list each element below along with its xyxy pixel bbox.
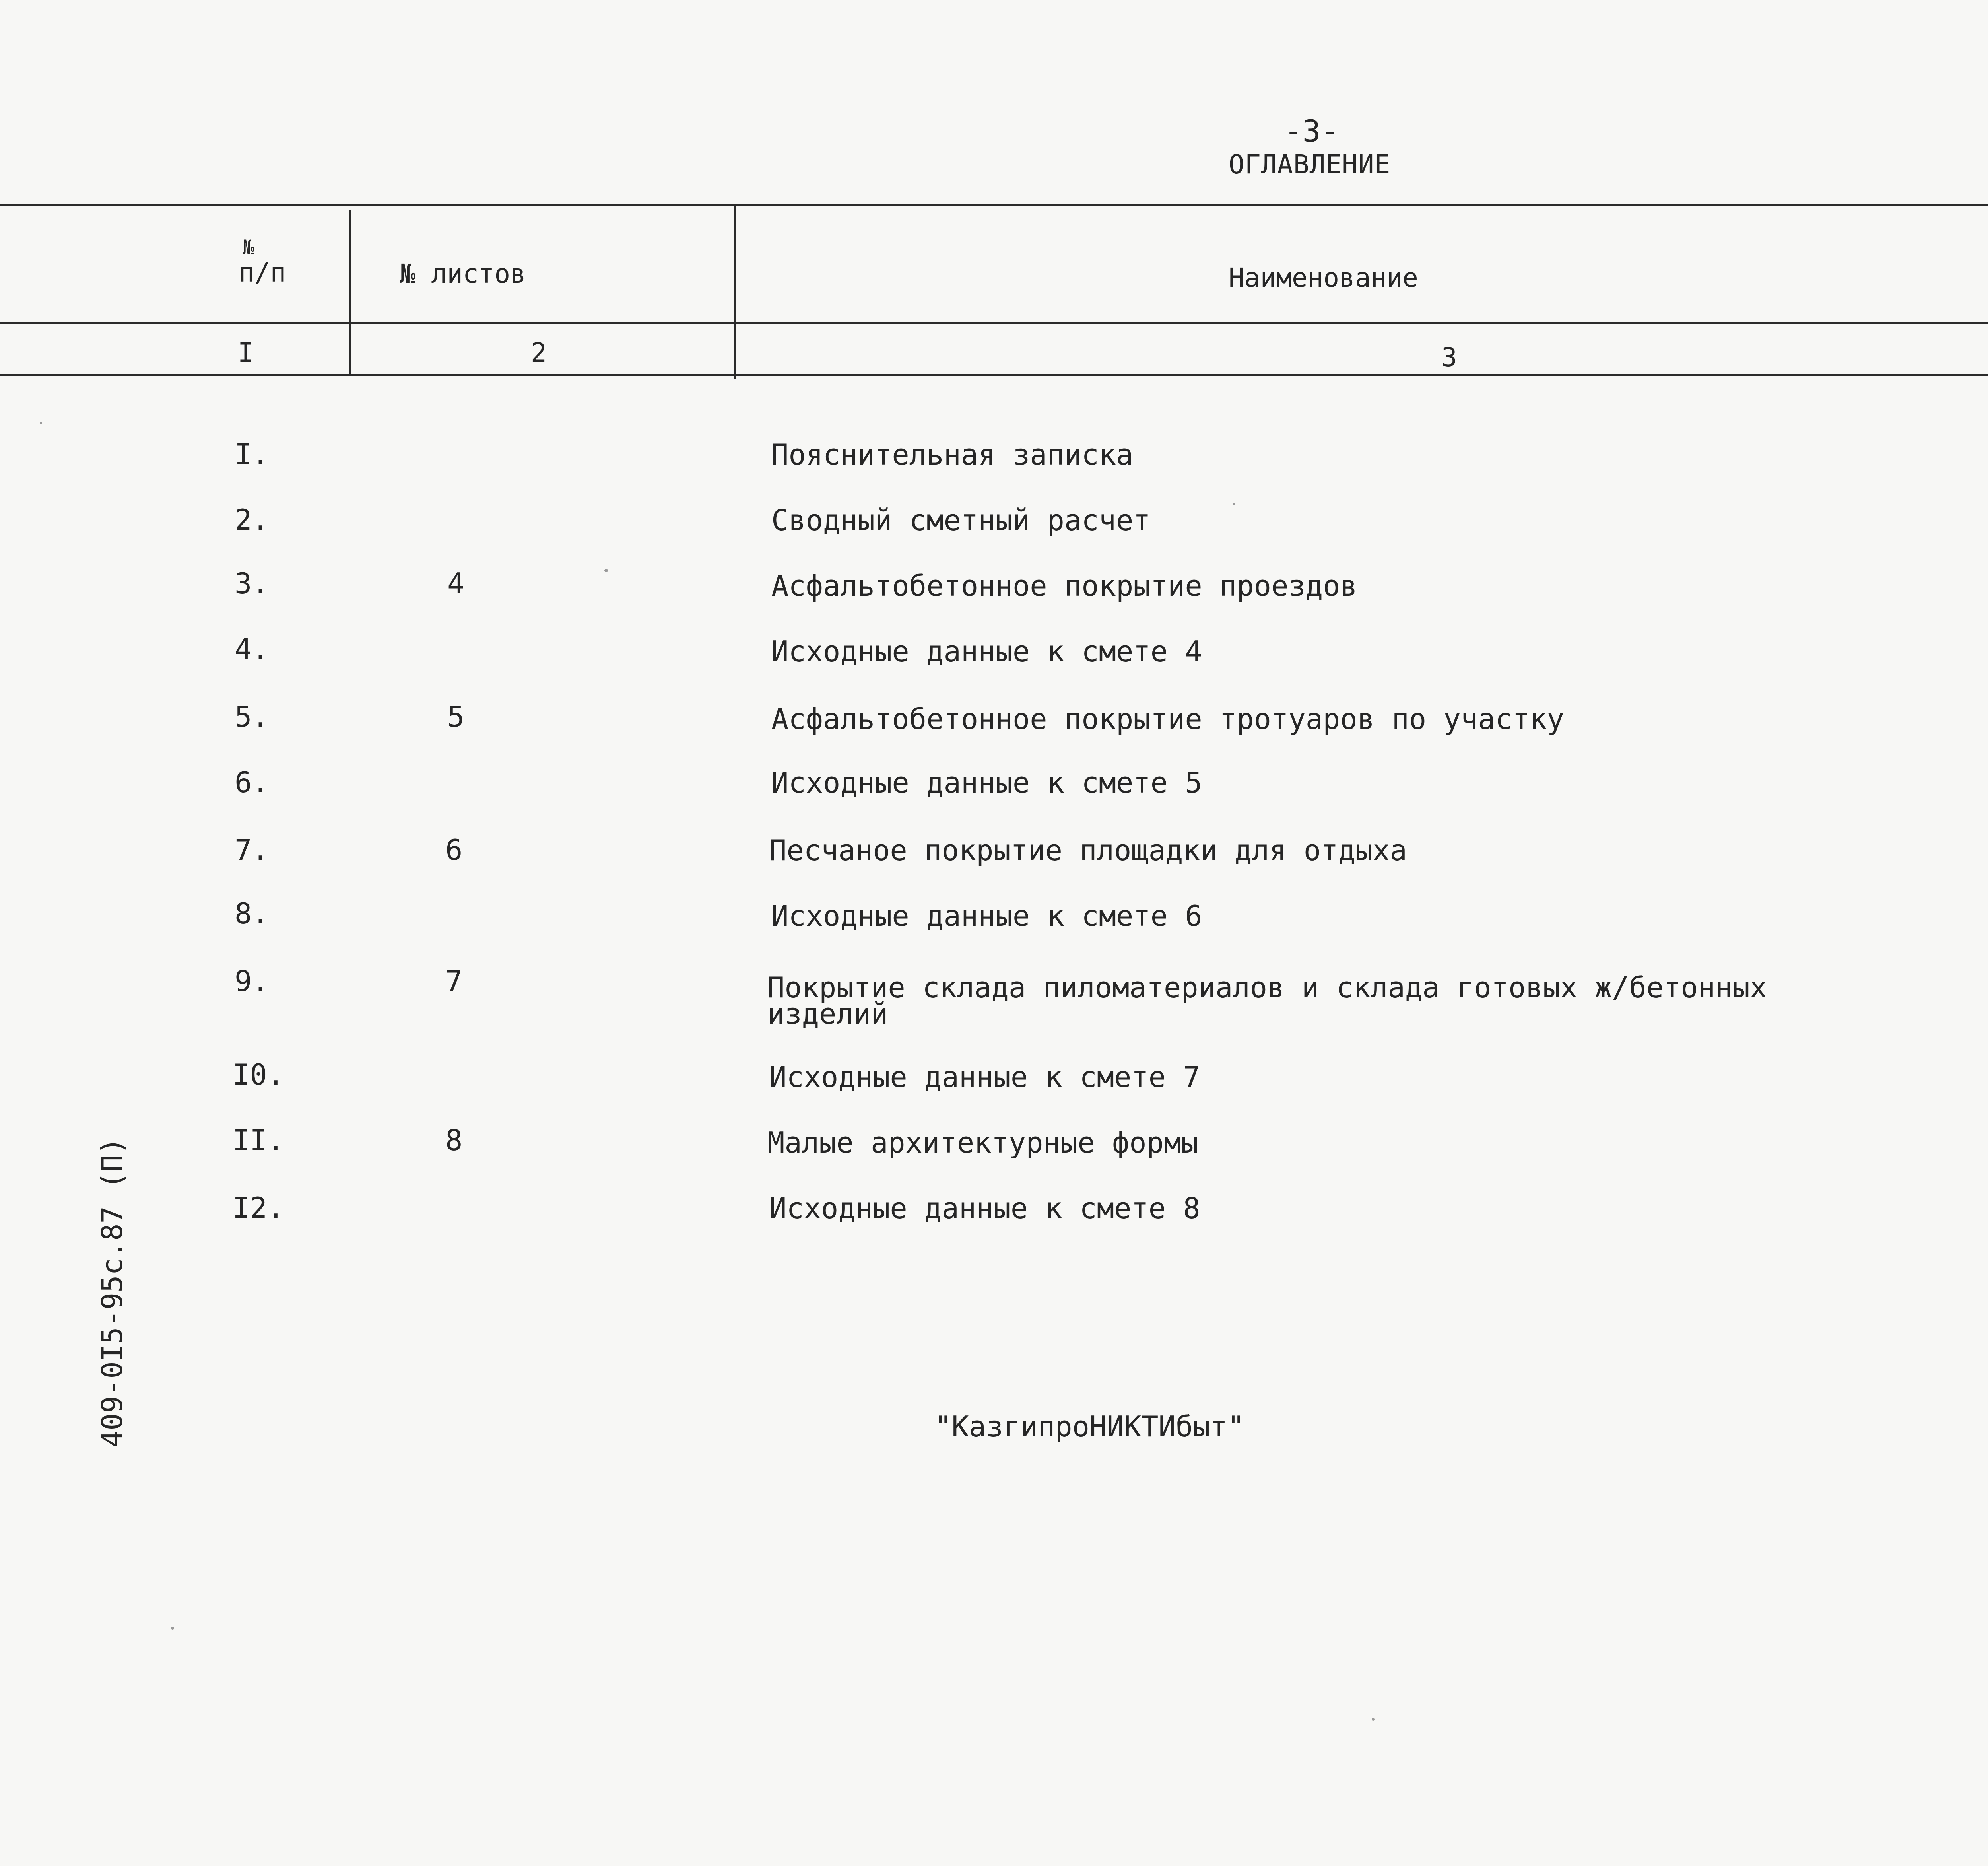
row-title-line: Асфальтобетонное покрытие тротуаров по участку: [771, 702, 1564, 736]
row-sheet: 8: [445, 1123, 463, 1157]
row-number: 4.: [235, 632, 269, 666]
header-number-pp: п/п: [239, 257, 286, 288]
row-number: I2.: [233, 1191, 285, 1225]
scan-speck: [604, 569, 608, 572]
row-number: 8.: [235, 897, 269, 930]
row-title: [769, 834, 1407, 867]
row-title: [771, 702, 1564, 736]
row-number: 7.: [235, 833, 269, 867]
row-title-line: Малые архитектурные формы: [767, 1126, 1198, 1159]
column-divider-1: [349, 210, 351, 374]
row-number: 2.: [235, 503, 269, 536]
scan-speck: [1233, 503, 1235, 505]
row-title-line: Исходные данные к смете 6: [771, 899, 1202, 933]
column-number-3: 3: [1441, 342, 1457, 373]
row-title: [771, 635, 1202, 668]
header-bottom-border: [0, 322, 1988, 324]
column-number-2: 2: [531, 337, 547, 368]
row-sheet: 5: [447, 700, 465, 733]
header-name: Наименование: [1229, 262, 1418, 293]
row-title-line: Исходные данные к смете 4: [771, 635, 1202, 668]
row-title-line: изделий: [767, 997, 888, 1030]
row-number: 9.: [235, 964, 269, 998]
header-number-sign: №: [243, 236, 255, 259]
document-title: ОГЛАВЛЕНИЕ: [1229, 149, 1391, 180]
row-number: I.: [235, 437, 269, 471]
side-document-code: 409-0I5-95с.87 (П): [95, 1137, 129, 1448]
row-title: [769, 1192, 1200, 1225]
row-title-line: Пояснительная записка: [771, 438, 1134, 471]
scan-speck: [171, 1627, 174, 1630]
row-sheet: 6: [445, 833, 463, 867]
row-number: I0.: [233, 1058, 285, 1091]
column-divider-2: [734, 204, 736, 379]
table-top-border: [0, 204, 1988, 206]
row-title-line: Исходные данные к смете 7: [769, 1060, 1200, 1094]
row-title: [767, 1126, 1198, 1159]
row-sheet: 7: [445, 964, 463, 998]
row-title: [771, 766, 1202, 799]
row-title: [771, 569, 1357, 603]
row-title-line: Покрытие склада пиломатериалов и склада готовых ж/бетонных: [767, 971, 1767, 1004]
row-title-line: Исходные данные к смете 8: [769, 1192, 1200, 1225]
row-title: [771, 503, 1151, 537]
row-number: II.: [233, 1123, 285, 1157]
scan-speck: [1372, 1718, 1375, 1721]
page-number: -3-: [1284, 113, 1339, 149]
row-title: [771, 899, 1202, 933]
scan-speck: [40, 422, 42, 424]
row-title: [769, 1060, 1200, 1094]
header-sheets: № листов: [400, 259, 526, 289]
row-title-line: Песчаное покрытие площадки для отдыха: [769, 834, 1407, 867]
row-sheet: 4: [447, 567, 465, 600]
column-number-bottom-border: [0, 374, 1988, 376]
row-title-line: Исходные данные к смете 5: [771, 766, 1202, 799]
row-number: 3.: [235, 567, 269, 600]
header-number: [239, 235, 286, 286]
organization-name: "КазгипроНИКТИбыт": [934, 1410, 1245, 1443]
row-title-line: Асфальтобетонное покрытие проездов: [771, 569, 1357, 603]
row-title: [767, 971, 1767, 1030]
row-title-line: Сводный сметный расчет: [771, 503, 1151, 537]
row-title: [771, 438, 1134, 471]
row-number: 6.: [235, 766, 269, 799]
row-number: 5.: [235, 700, 269, 733]
column-number-1: I: [238, 337, 254, 368]
